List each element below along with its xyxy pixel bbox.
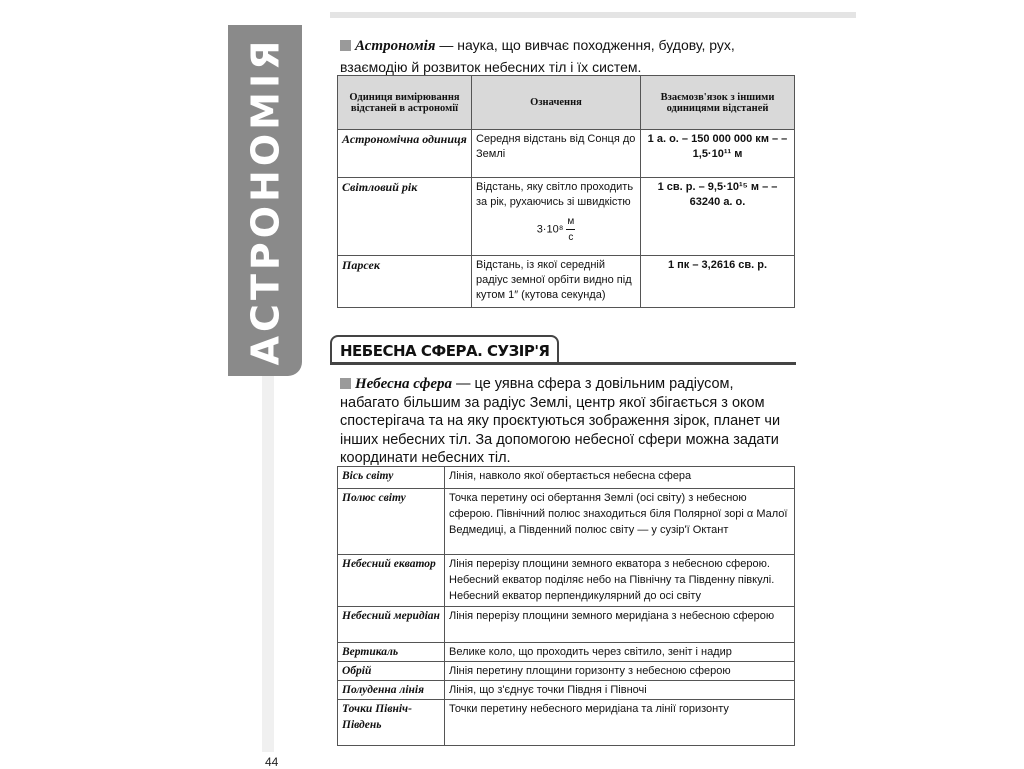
table-row — [338, 643, 795, 662]
term-definition: Лінія, що з'єднує точки Півдня і Півночі — [445, 681, 795, 700]
sphere-text: — це уявна сфера з довільним радіусом, набагато більшим за радіус Землі, центр якої збігається з оком спостерігача та на яку проєктуються зображення зірок, планет чи інших небесних тіл. За допомогою небесної сфери можна задати координати небесних тіл. — [340, 376, 781, 466]
term-definition: Лінія, навколо якої обертається небесна сфера — [445, 467, 795, 489]
unit-name: Парсек — [338, 256, 472, 308]
unit-relation: 1 а. о. – 150 000 000 км – – 1,5·10¹¹ м — [641, 130, 795, 178]
table-row — [338, 130, 795, 178]
table-row — [338, 256, 795, 308]
term-name: Полуденна лінія — [338, 681, 445, 700]
table-row — [338, 467, 795, 489]
term-definition: Лінія перетину площини горизонту з небесною сферою — [445, 662, 795, 681]
table-row — [338, 662, 795, 681]
term-definition: Лінія перерізу площини земного меридіана з небесною сферою — [445, 607, 795, 643]
chapter-title: АСТРОНОМІЯ — [243, 36, 288, 365]
term-definition: Точки перетину небесного меридіана та лінії горизонту — [445, 700, 795, 746]
sphere-definition — [340, 375, 792, 468]
table-row — [338, 607, 795, 643]
top-rule — [330, 12, 856, 18]
speed-formula — [476, 214, 636, 245]
table-row — [338, 681, 795, 700]
bullet-square-icon — [340, 378, 351, 389]
term-celestial-sphere: Небесна сфера — [355, 376, 452, 392]
unit-definition-cell — [472, 178, 641, 256]
unit-definition: Відстань, із якої середній радіус земної орбіти видно під кутом 1″ (кутова секунда) — [472, 256, 641, 308]
header-definition: Означення — [472, 76, 641, 130]
term-name: Небесний меридіан — [338, 607, 445, 643]
section-heading-rule — [330, 362, 796, 365]
unit-definition: Середня відстань від Сонця до Землі — [472, 130, 641, 178]
astronomy-text: — наука, що вивчає походження, будову, рух, взаємодію й розвиток небесних тіл і їх систем. — [340, 37, 735, 75]
term-astronomy: Астрономія — [355, 38, 436, 54]
term-definition: Лінія перерізу площини земного екватора з небесною сферою. Небесний екватор поділяє небо на Північну та Південну півкулі. Небесний екватор перпендикулярний до осі світу — [445, 555, 795, 607]
fraction-numerator: м — [566, 214, 575, 230]
term-name: Вісь світу — [338, 467, 445, 489]
side-strip — [262, 376, 274, 752]
fraction-denominator: с — [568, 232, 574, 243]
unit-relation: 1 св. р. – 9,5·10¹⁵ м – – 63240 а. о. — [641, 178, 795, 256]
unit-definition: Відстань, яку світло проходить за рік, рухаючись зі швидкістю — [476, 181, 634, 208]
distance-units-table — [337, 75, 795, 308]
term-name: Вертикаль — [338, 643, 445, 662]
unit-name: Астрономічна одиниця — [338, 130, 472, 178]
section-heading-box — [330, 335, 559, 364]
header-relation: Взаємозв'язок з іншими одиницями відстаней — [641, 76, 795, 130]
table-row — [338, 489, 795, 555]
section-heading: НЕБЕСНА СФЕРА. СУЗІР'Я — [340, 341, 550, 360]
chapter-sidebar — [228, 25, 302, 376]
term-name: Точки Північ-Південь — [338, 700, 445, 746]
fraction — [566, 214, 575, 245]
table-header-row — [338, 76, 795, 130]
term-name: Полюс світу — [338, 489, 445, 555]
astronomy-definition — [340, 35, 790, 78]
bullet-square-icon — [340, 40, 351, 51]
unit-name: Світловий рік — [338, 178, 472, 256]
unit-relation: 1 пк – 3,2616 св. р. — [641, 256, 795, 308]
page-number: 44 — [265, 755, 279, 769]
term-definition: Велике коло, що проходить через світило, зеніт і надир — [445, 643, 795, 662]
table-row — [338, 178, 795, 256]
table-row — [338, 700, 795, 746]
term-name: Обрій — [338, 662, 445, 681]
celestial-sphere-table — [337, 466, 795, 746]
formula-value: 3·10⁸ — [536, 223, 564, 236]
term-definition: Точка перетину осі обертання Землі (осі світу) з небесною сферою. Північний полюс знаходиться біля Полярної зорі α Малої Ведмедиці, а Південний полюс світу — у сузір'ї Октант — [445, 489, 795, 555]
header-unit: Одиниця вимірювання відстаней в астрономії — [338, 76, 472, 130]
table-row — [338, 555, 795, 607]
term-name: Небесний екватор — [338, 555, 445, 607]
